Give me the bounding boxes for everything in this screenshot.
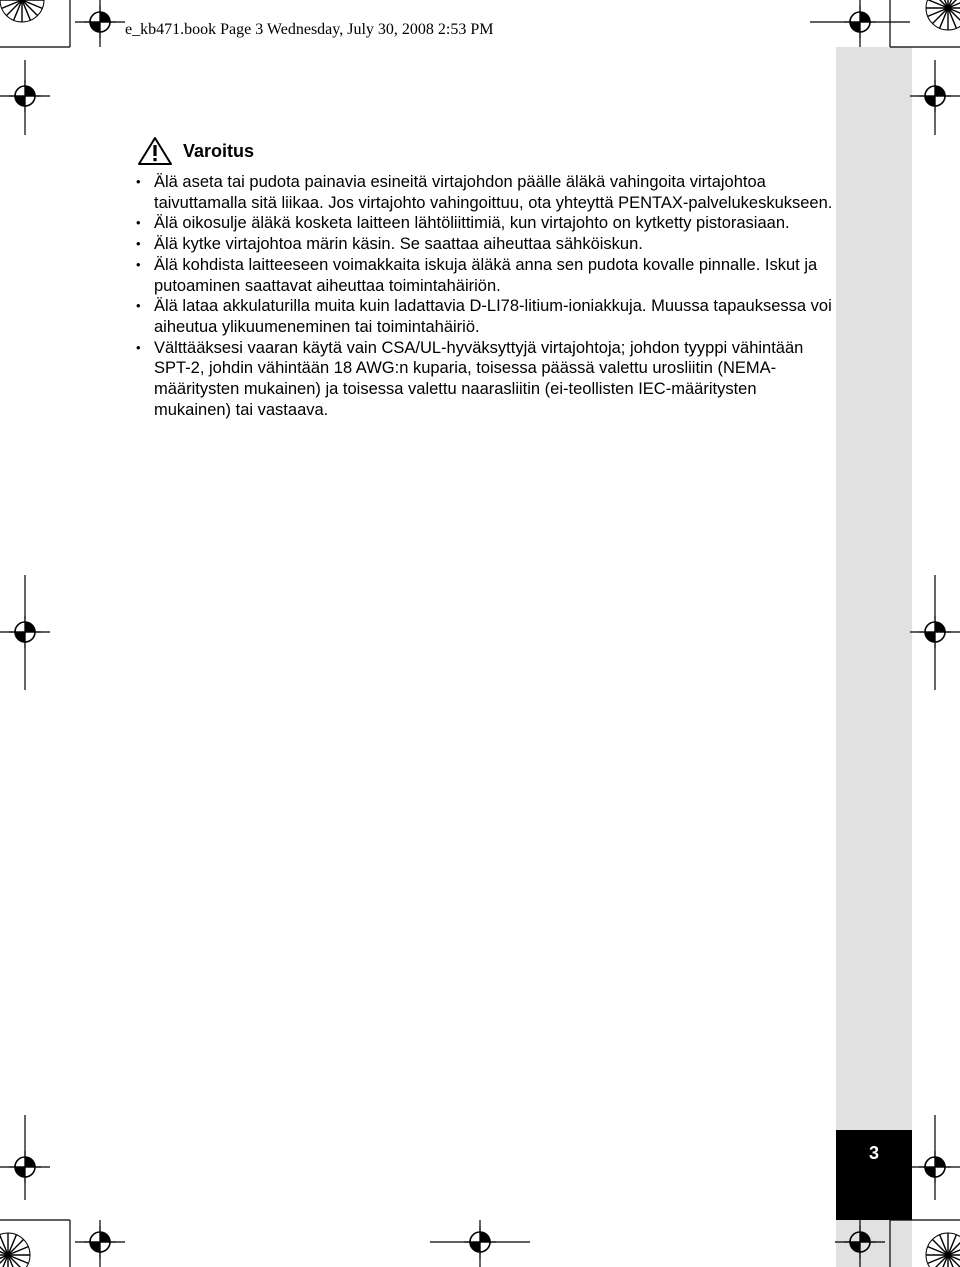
- list-item: • Älä kohdista laitteeseen voimakkaita iskuja äläkä anna sen pudota kovalle pinnalle. Iskut ja putoaminen saattavat aiheuttaa toimintahäiriön.: [135, 255, 835, 296]
- list-item: • Älä oikosulje äläkä kosketa laitteen lähtöliittimiä, kun virtajohto on kytketty pistorasiaan.: [135, 213, 835, 234]
- list-item: • Älä aseta tai pudota painavia esineitä virtajohdon päälle äläkä vahingoita virtajohtoa taivuttamalla sitä liikaa. Jos virtajohto vahingoittuu, ota yhteyttä PENTAX-palvelukeskukseen.: [135, 172, 835, 213]
- print-header: e_kb471.book Page 3 Wednesday, July 30, 2008 2:53 PM: [125, 21, 494, 38]
- list-item: • Älä kytke virtajohtoa märin käsin. Se saattaa aiheuttaa sähköiskun.: [135, 234, 835, 255]
- warning-list: [135, 172, 835, 420]
- page-number: 3: [868, 1143, 879, 1163]
- warning-heading: [137, 136, 254, 166]
- warning-title: Varoitus: [183, 140, 255, 161]
- warning-triangle-icon: [137, 136, 173, 166]
- list-item: • Välttääksesi vaaran käytä vain CSA/UL-hyväksyttyjä virtajohtoja; johdon tyyppi vähintään SPT-2, johdin vähintään 18 AWG:n kuparia, toisessa päässä valettu urosliitin (NEMA-määritysten mukainen) ja toisessa valettu naarasliitin (ei-teollisten IEC-määritysten mukainen) tai vastaava.: [135, 338, 835, 421]
- list-item: • Älä lataa akkulaturilla muita kuin ladattavia D-LI78-litium-ioniakkuja. Muussa tapauksessa voi aiheutua ylikuumeneminen tai toimintahäiriö.: [135, 296, 835, 337]
